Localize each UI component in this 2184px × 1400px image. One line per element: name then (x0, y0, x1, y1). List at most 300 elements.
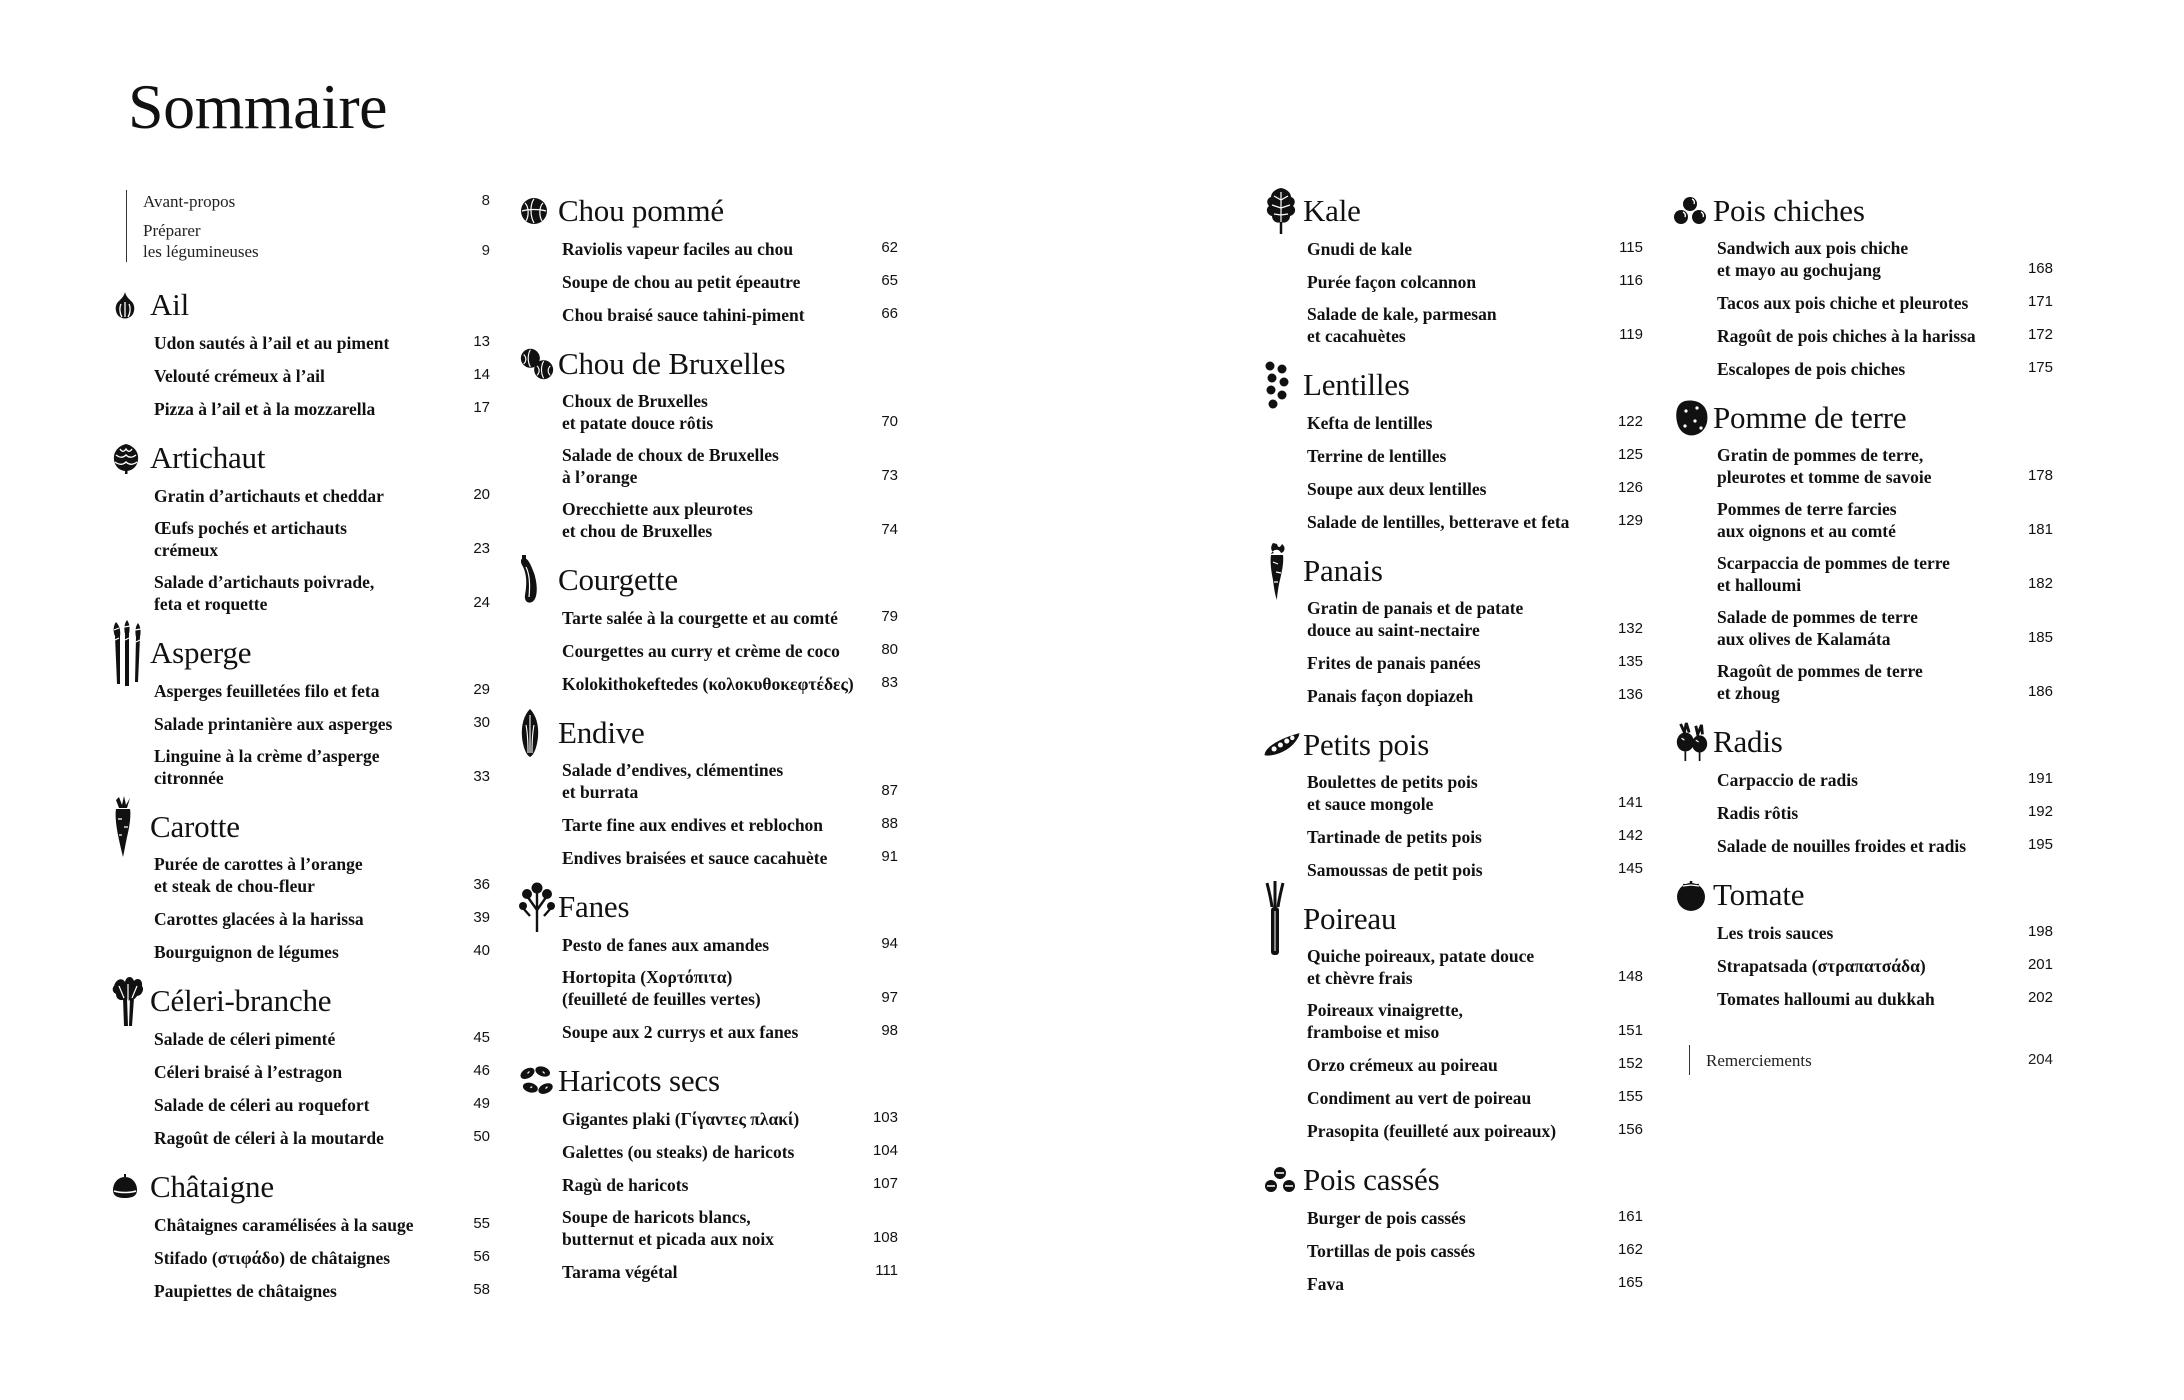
page-number: 186 (2027, 683, 2053, 700)
recipe-item-title: Bourguignon de légumes (154, 942, 339, 962)
recipe-item[interactable] (562, 841, 898, 874)
recipe-item[interactable] (154, 1208, 490, 1241)
intro-item-title: Préparer les légumineuses (143, 221, 259, 261)
page-number: 141 (1617, 794, 1643, 811)
recipe-item-title: Udon sautés à l’ail et au piment (154, 333, 390, 353)
recipe-item[interactable] (1307, 298, 1643, 352)
section-header[interactable] (518, 190, 898, 232)
page-number: 65 (881, 272, 898, 289)
outro-item[interactable] (1706, 1049, 2053, 1071)
page-number: 156 (1617, 1121, 1643, 1138)
recipe-item[interactable] (154, 1121, 490, 1154)
recipe-item[interactable] (1307, 1114, 1643, 1147)
page-number: 24 (473, 594, 490, 611)
endive-icon (518, 713, 556, 753)
toc-section (110, 284, 490, 425)
recipe-item[interactable] (562, 1015, 898, 1048)
toc-section (1673, 874, 2053, 1015)
page-number: 70 (881, 413, 898, 430)
page-number: 119 (1619, 326, 1643, 343)
page-number: 79 (881, 608, 898, 625)
section-title: Chou de Bruxelles (558, 346, 786, 381)
outro-block (1689, 1045, 2053, 1075)
recipe-item[interactable] (562, 1201, 898, 1255)
recipe-item-title: Tarte fine aux endives et reblochon (562, 815, 824, 835)
recipe-list (518, 385, 898, 547)
section-title: Pomme de terre (1713, 400, 1907, 435)
recipe-item[interactable] (154, 392, 490, 425)
recipe-item-title: Radis rôtis (1717, 803, 1799, 823)
recipe-list (1263, 592, 1643, 712)
section-header[interactable] (1263, 364, 1643, 406)
recipe-item-title: Orecchiette aux pleurotes et chou de Bruxelles (562, 499, 753, 541)
recipe-item-title: Purée de carottes à l’orange et steak de chou-fleur (154, 854, 363, 896)
recipe-item-title: Quiche poireaux, patate douce et chèvre frais (1307, 946, 1535, 988)
recipe-item-title: Gratin d’artichauts et cheddar (154, 486, 384, 506)
recipe-item-title: Salade de lentilles, betterave et feta (1307, 512, 1570, 532)
recipe-item[interactable] (562, 232, 898, 265)
page-number: 204 (2027, 1051, 2053, 1068)
toc-section (110, 437, 490, 620)
recipe-list (110, 848, 490, 968)
asparagus-icon (110, 633, 148, 673)
page-number: 23 (473, 540, 490, 557)
recipe-item-title: Tarama végétal (562, 1262, 678, 1282)
radish-icon (1673, 722, 1711, 762)
intro-item[interactable] (143, 220, 490, 262)
recipe-item[interactable] (1717, 601, 2053, 655)
page-number: 111 (875, 1262, 898, 1279)
recipe-item-title: Tacos aux pois chiche et pleurotes (1717, 293, 1969, 313)
recipe-item-title: Ragoût de pommes de terre et zhoug (1717, 661, 1923, 703)
section-header[interactable] (1263, 550, 1643, 592)
toc-column-4 (1673, 190, 2053, 1075)
page-number: 56 (473, 1248, 490, 1265)
recipe-item[interactable] (1307, 439, 1643, 472)
recipe-item-title: Orzo crémeux au poireau (1307, 1055, 1498, 1075)
recipe-item[interactable] (1307, 820, 1643, 853)
section-header[interactable] (110, 806, 490, 848)
section-title: Pois cassés (1303, 1162, 1440, 1197)
recipe-item[interactable] (154, 674, 490, 707)
page-number: 202 (2027, 989, 2053, 1006)
tomato-icon (1673, 875, 1711, 915)
section-header[interactable] (110, 632, 490, 674)
section-header[interactable] (1673, 721, 2053, 763)
recipe-list (518, 928, 898, 1048)
recipe-item-title: Condiment au vert de poireau (1307, 1088, 1532, 1108)
section-header[interactable] (518, 343, 898, 385)
section-header[interactable] (518, 712, 898, 754)
toc-column-3 (1263, 190, 1643, 1312)
page-number: 83 (881, 674, 898, 691)
kale-icon (1263, 191, 1301, 231)
section-header[interactable] (1673, 397, 2053, 439)
recipe-item-title: Kefta de lentilles (1307, 413, 1433, 433)
recipe-item[interactable] (1717, 547, 2053, 601)
page-number: 162 (1617, 1241, 1643, 1258)
recipe-item-title: Prasopita (feuilleté aux poireaux) (1307, 1121, 1557, 1141)
page-number: 103 (872, 1109, 898, 1126)
recipe-item[interactable] (1307, 1081, 1643, 1114)
beans-icon (518, 1061, 556, 1101)
recipe-item[interactable] (1717, 493, 2053, 547)
page-number: 45 (473, 1029, 490, 1046)
recipe-item[interactable] (1307, 766, 1643, 820)
recipe-list (1263, 1201, 1643, 1300)
section-title: Lentilles (1303, 367, 1410, 402)
page-number: 108 (872, 1229, 898, 1246)
recipe-item[interactable] (154, 1274, 490, 1307)
recipe-item-title: Linguine à la crème d’asperge citronnée (154, 746, 380, 788)
leek-icon (1263, 899, 1301, 939)
recipe-item[interactable] (562, 1168, 898, 1201)
page-number: 182 (2027, 575, 2053, 592)
page-number: 116 (1619, 272, 1643, 289)
page-number: 161 (1617, 1208, 1643, 1225)
page-number: 151 (1617, 1022, 1643, 1039)
section-header[interactable] (110, 284, 490, 326)
section-title: Asperge (150, 635, 252, 670)
page-number: 14 (473, 366, 490, 383)
recipe-item-title: Salade de pommes de terre aux olives de Kalamáta (1717, 607, 1918, 649)
recipe-item[interactable] (1717, 232, 2053, 286)
intro-item[interactable] (143, 190, 490, 212)
page-number: 126 (1617, 479, 1643, 496)
recipe-item-title: Tomates halloumi au dukkah (1717, 989, 1935, 1009)
recipe-item[interactable] (1307, 472, 1643, 505)
section-title: Endive (558, 715, 645, 750)
recipe-item[interactable] (1717, 949, 2053, 982)
page-number: 9 (481, 242, 490, 259)
page-number: 132 (1617, 620, 1643, 637)
section-header[interactable] (1263, 1159, 1643, 1201)
toc-section (1673, 190, 2053, 385)
recipe-item-title: Céleri braisé à l’estragon (154, 1062, 343, 1082)
page-number: 46 (473, 1062, 490, 1079)
recipe-item[interactable] (1307, 679, 1643, 712)
recipe-item[interactable] (1717, 982, 2053, 1015)
recipe-item[interactable] (154, 1088, 490, 1121)
page-number: 73 (881, 467, 898, 484)
garlic-icon (110, 285, 148, 325)
recipe-item-title: Salade d’endives, clémentines et burrata (562, 760, 784, 802)
carrot-icon (110, 807, 148, 847)
recipe-item[interactable] (1717, 352, 2053, 385)
recipe-item-title: Soupe aux deux lentilles (1307, 479, 1487, 499)
toc-section (518, 712, 898, 874)
page-number: 17 (473, 399, 490, 416)
recipe-item[interactable] (1307, 1267, 1643, 1300)
recipe-item-title: Gratin de pommes de terre, pleurotes et tomme de savoie (1717, 445, 1932, 487)
recipe-item[interactable] (154, 707, 490, 740)
page-number: 148 (1617, 968, 1643, 985)
toc-section (110, 1166, 490, 1307)
page-number: 66 (881, 305, 898, 322)
recipe-list (110, 326, 490, 425)
page-title: Sommaire (128, 71, 388, 142)
recipe-item-title: Samoussas de petit pois (1307, 860, 1483, 880)
recipe-item[interactable] (1307, 265, 1643, 298)
recipe-item-title: Salade de choux de Bruxelles à l’orange (562, 445, 779, 487)
recipe-item[interactable] (1307, 1048, 1643, 1081)
recipe-item[interactable] (562, 1102, 898, 1135)
toc-section (1263, 898, 1643, 1147)
page-number: 49 (473, 1095, 490, 1112)
recipe-item-title: Endives braisées et sauce cacahuète (562, 848, 828, 868)
recipe-item-title: Ragoût de pois chiches à la harissa (1717, 326, 1976, 346)
recipe-item[interactable] (1307, 232, 1643, 265)
recipe-list (1263, 232, 1643, 352)
section-header[interactable] (518, 559, 898, 601)
recipe-item-title: Scarpaccia de pommes de terre et halloumi (1717, 553, 1950, 595)
page-number: 129 (1617, 512, 1643, 529)
toc-section (1263, 1159, 1643, 1300)
page-number: 39 (473, 909, 490, 926)
toc-section (110, 980, 490, 1154)
recipe-item[interactable] (1717, 829, 2053, 862)
recipe-item-title: Raviolis vapeur faciles au chou (562, 239, 794, 259)
recipe-item[interactable] (1307, 646, 1643, 679)
recipe-item[interactable] (562, 667, 898, 700)
section-header[interactable] (110, 980, 490, 1022)
recipe-item[interactable] (1307, 1201, 1643, 1234)
recipe-item[interactable] (562, 493, 898, 547)
page-number: 145 (1617, 860, 1643, 877)
recipe-item-title: Pizza à l’ail et à la mozzarella (154, 399, 376, 419)
toc-section (1263, 190, 1643, 352)
recipe-item[interactable] (154, 566, 490, 620)
recipe-item[interactable] (154, 1055, 490, 1088)
recipe-item[interactable] (1717, 439, 2053, 493)
section-header[interactable] (518, 886, 898, 928)
zucchini-icon (518, 560, 556, 600)
recipe-item-title: Boulettes de petits pois et sauce mongole (1307, 772, 1478, 814)
recipe-list (110, 674, 490, 794)
page-number: 40 (473, 942, 490, 959)
recipe-item-title: Frites de panais panées (1307, 653, 1481, 673)
recipe-item[interactable] (1717, 655, 2053, 709)
chickpeas-icon (1673, 191, 1711, 231)
recipe-item[interactable] (154, 935, 490, 968)
page-number: 191 (2027, 770, 2053, 787)
recipe-item-title: Courgettes au curry et crème de coco (562, 641, 840, 661)
recipe-item-title: Tortillas de pois cassés (1307, 1241, 1476, 1261)
recipe-item[interactable] (1307, 853, 1643, 886)
section-header[interactable] (1263, 898, 1643, 940)
recipe-item[interactable] (1307, 1234, 1643, 1267)
recipe-list (110, 1022, 490, 1154)
recipe-item-title: Poireaux vinaigrette, framboise et miso (1307, 1000, 1463, 1042)
section-title: Pois chiches (1713, 193, 1865, 228)
recipe-item[interactable] (562, 754, 898, 808)
recipe-item[interactable] (562, 385, 898, 439)
recipe-item[interactable] (1717, 916, 2053, 949)
recipe-item-title: Kolokithokeftedes (κολοκυθοκεφτέδες) (562, 674, 854, 694)
section-header[interactable] (518, 1060, 898, 1102)
section-title: Céleri-branche (150, 983, 332, 1018)
recipe-item[interactable] (154, 902, 490, 935)
section-title: Petits pois (1303, 727, 1430, 762)
recipe-item-title: Panais façon dopiazeh (1307, 686, 1474, 706)
recipe-list (1673, 439, 2053, 709)
section-title: Artichaut (150, 440, 266, 475)
recipe-item[interactable] (562, 601, 898, 634)
page-number: 115 (1619, 239, 1643, 256)
toc-section (1263, 364, 1643, 538)
toc-column-1 (110, 190, 490, 1319)
page-number: 181 (2027, 521, 2053, 538)
page-number: 94 (881, 935, 898, 952)
recipe-item-title: Escalopes de pois chiches (1717, 359, 1906, 379)
recipe-item-title: Œufs pochés et artichauts crémeux (154, 518, 347, 560)
page-number: 74 (881, 521, 898, 538)
recipe-item-title: Soupe aux 2 currys et aux fanes (562, 1022, 799, 1042)
recipe-list (1263, 406, 1643, 538)
recipe-item[interactable] (1307, 994, 1643, 1048)
recipe-item-title: Asperges feuilletées filo et feta (154, 681, 380, 701)
section-title: Ail (150, 287, 190, 322)
section-header[interactable] (110, 1166, 490, 1208)
artichoke-icon (110, 438, 148, 478)
page-number: 125 (1617, 446, 1643, 463)
toc-section (518, 559, 898, 700)
lentils-icon (1263, 365, 1301, 405)
page-number: 178 (2027, 467, 2053, 484)
recipe-item-title: Galettes (ou steaks) de haricots (562, 1142, 795, 1162)
recipe-item[interactable] (1307, 940, 1643, 994)
section-header[interactable] (1263, 724, 1643, 766)
recipe-item[interactable] (154, 512, 490, 566)
toc-section (518, 886, 898, 1048)
recipe-item[interactable] (562, 439, 898, 493)
outro-item-title: Remerciements (1706, 1051, 1812, 1070)
page-number: 62 (881, 239, 898, 256)
greens-icon (518, 887, 556, 927)
page-number: 135 (1617, 653, 1643, 670)
recipe-item[interactable] (562, 961, 898, 1015)
section-title: Chou pommé (558, 193, 724, 228)
recipe-item[interactable] (154, 740, 490, 794)
recipe-item-title: Fava (1307, 1274, 1344, 1294)
section-title: Châtaigne (150, 1169, 274, 1204)
recipe-item[interactable] (1717, 286, 2053, 319)
section-title: Haricots secs (558, 1063, 720, 1098)
recipe-list (1263, 940, 1643, 1147)
page-number: 33 (473, 768, 490, 785)
recipe-item[interactable] (1307, 592, 1643, 646)
celery-icon (110, 981, 148, 1021)
section-header[interactable] (110, 437, 490, 479)
toc-section (518, 343, 898, 547)
recipe-item-title: Tarte salée à la courgette et au comté (562, 608, 838, 628)
section-title: Tomate (1713, 877, 1805, 912)
page-number: 87 (881, 782, 898, 799)
page-number: 104 (872, 1142, 898, 1159)
page-number: 20 (473, 486, 490, 503)
recipe-item-title: Salade de céleri pimenté (154, 1029, 336, 1049)
section-title: Poireau (1303, 901, 1397, 936)
page-number: 136 (1617, 686, 1643, 703)
recipe-item[interactable] (562, 634, 898, 667)
toc-section (518, 1060, 898, 1288)
split-peas-icon (1263, 1160, 1301, 1200)
recipe-item-title: Carottes glacées à la harissa (154, 909, 364, 929)
recipe-item-title: Burger de pois cassés (1307, 1208, 1466, 1228)
recipe-item[interactable] (562, 265, 898, 298)
chestnut-icon (110, 1167, 148, 1207)
intro-item-title: Avant-propos (143, 192, 236, 211)
section-title: Carotte (150, 809, 240, 844)
recipe-list (518, 601, 898, 700)
recipe-item-title: Ragù de haricots (562, 1175, 689, 1195)
peas-icon (1263, 725, 1301, 765)
page-number: 55 (473, 1215, 490, 1232)
page-number: 192 (2027, 803, 2053, 820)
section-header[interactable] (1673, 190, 2053, 232)
page-number: 80 (881, 641, 898, 658)
page-number: 36 (473, 876, 490, 893)
recipe-item-title: Strapatsada (στραπατσάδα) (1717, 956, 1926, 976)
recipe-item[interactable] (154, 479, 490, 512)
recipe-item[interactable] (562, 298, 898, 331)
toc-section (1263, 724, 1643, 886)
recipe-item-title: Stifado (στιφάδο) de châtaignes (154, 1248, 391, 1268)
section-title: Panais (1303, 553, 1383, 588)
recipe-item[interactable] (154, 326, 490, 359)
recipe-item[interactable] (1717, 796, 2053, 829)
page-number: 88 (881, 815, 898, 832)
page-number: 172 (2027, 326, 2053, 343)
toc-section (518, 190, 898, 331)
recipe-item[interactable] (1717, 763, 2053, 796)
recipe-item-title: Châtaignes caramélisées à la sauge (154, 1215, 414, 1235)
recipe-item[interactable] (562, 1255, 898, 1288)
recipe-item-title: Gigantes plaki (Γίγαντες πλακί) (562, 1109, 800, 1129)
toc-section (1263, 550, 1643, 712)
recipe-item-title: Salade d’artichauts poivrade, feta et roquette (154, 572, 375, 614)
brussels-sprouts-icon (518, 344, 556, 384)
page-number: 195 (2027, 836, 2053, 853)
page-number: 13 (473, 333, 490, 350)
recipe-list (1673, 916, 2053, 1015)
recipe-item[interactable] (154, 848, 490, 902)
page-number: 175 (2027, 359, 2053, 376)
recipe-list (518, 1102, 898, 1288)
recipe-item[interactable] (562, 928, 898, 961)
page-number: 142 (1617, 827, 1643, 844)
recipe-item-title: Les trois sauces (1717, 923, 1834, 943)
page-number: 91 (881, 848, 898, 865)
recipe-item-title: Gnudi de kale (1307, 239, 1413, 259)
section-header[interactable] (1263, 190, 1643, 232)
recipe-item[interactable] (1717, 319, 2053, 352)
recipe-item[interactable] (154, 1022, 490, 1055)
recipe-item[interactable] (1307, 505, 1643, 538)
page-number: 152 (1617, 1055, 1643, 1072)
intro-block (126, 190, 490, 262)
page-number: 168 (2027, 260, 2053, 277)
recipe-item[interactable] (1307, 406, 1643, 439)
recipe-item-title: Hortopita (Χορτόπιτα) (feuilleté de feuilles vertes) (562, 967, 761, 1009)
section-header[interactable] (1673, 874, 2053, 916)
recipe-item-title: Pommes de terre farcies aux oignons et au comté (1717, 499, 1897, 541)
recipe-item[interactable] (154, 359, 490, 392)
recipe-item[interactable] (562, 1135, 898, 1168)
recipe-item[interactable] (154, 1241, 490, 1274)
recipe-item[interactable] (562, 808, 898, 841)
page-number: 8 (481, 192, 490, 209)
